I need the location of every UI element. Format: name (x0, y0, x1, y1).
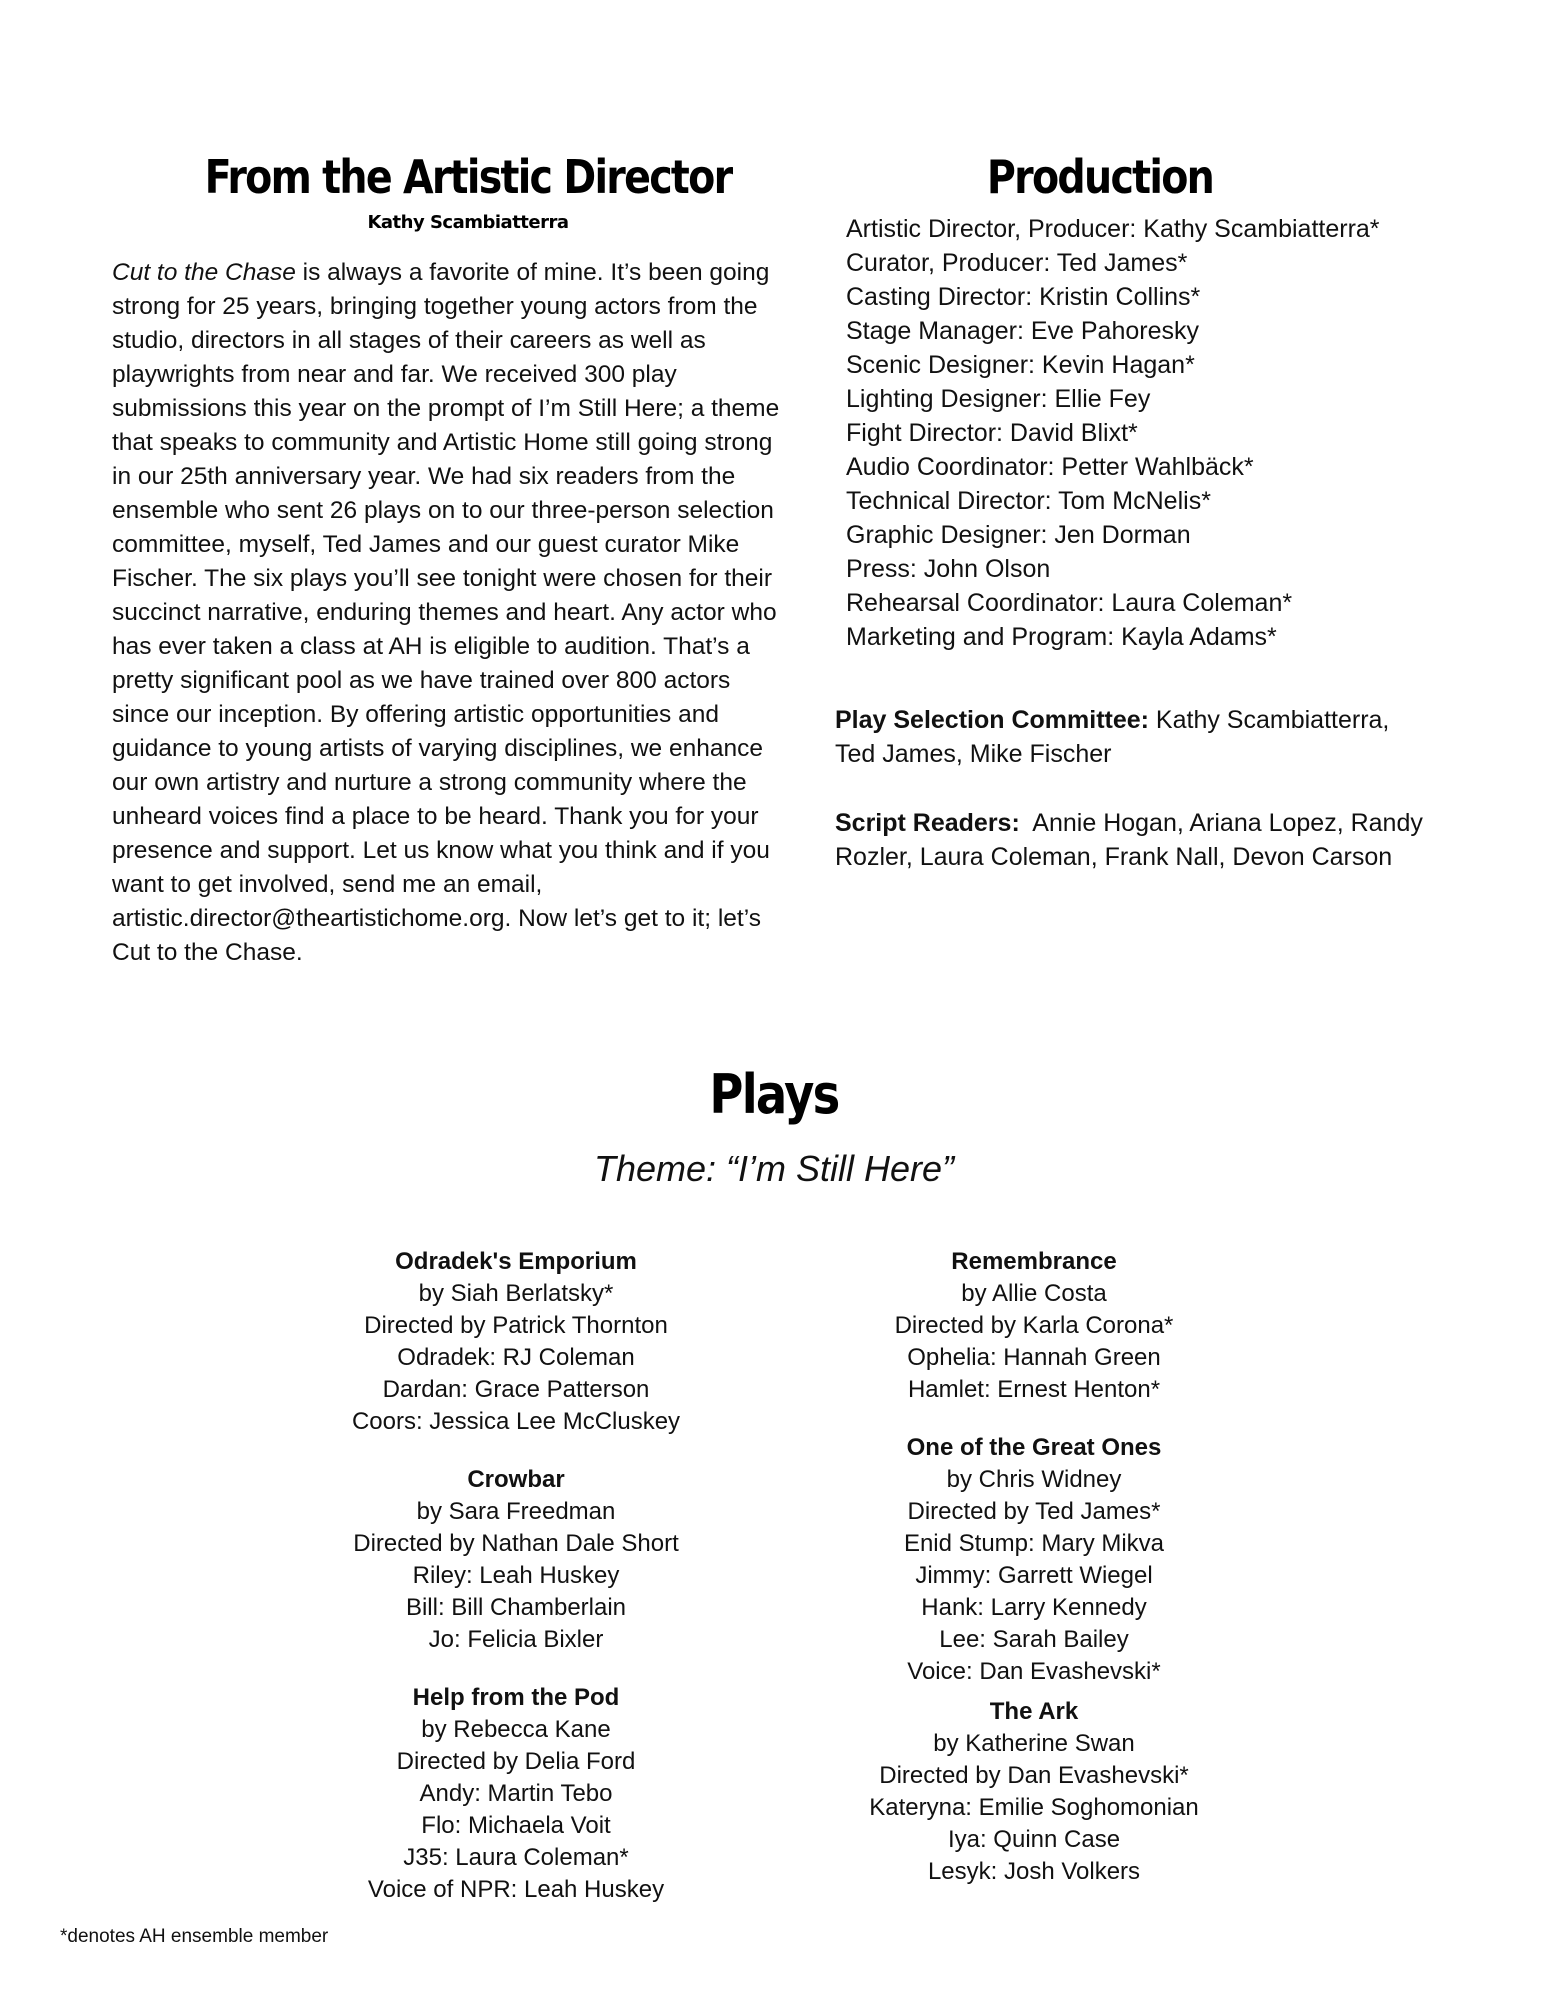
play-cast: Iya: Quinn Case (947, 1826, 1121, 1853)
script-readers (835, 806, 1435, 874)
play-cast: Jo: Felicia Bixler (428, 1626, 604, 1653)
play-cast: Voice of NPR: Leah Huskey (367, 1876, 665, 1903)
credit-item: Rehearsal Coordinator: Laura Coleman* (846, 589, 1293, 617)
play-cast: Odradek: RJ Coleman (397, 1344, 635, 1371)
play-cast: Jimmy: Garrett Wiegel (915, 1562, 1153, 1589)
play-title: The Ark (989, 1698, 1079, 1725)
committee-label: Play Selection Committee: (835, 706, 1149, 734)
play-one-of-the-great-ones (794, 1432, 1274, 1688)
play-cast: Kateryna: Emilie Soghomonian (869, 1794, 1199, 1821)
credit-item: Lighting Designer: Ellie Fey (846, 385, 1151, 413)
production-heading: Production (986, 150, 1214, 204)
director-heading: From the Artistic Director (204, 150, 732, 204)
play-cast: Coors: Jessica Lee McCluskey (351, 1408, 681, 1435)
play-author: by Siah Berlatsky* (418, 1280, 614, 1307)
play-author: by Katherine Swan (933, 1730, 1135, 1757)
credit-item: Press: John Olson (846, 555, 1051, 583)
play-cast: Andy: Martin Tebo (419, 1780, 613, 1807)
play-cast: Flo: Michaela Voit (421, 1812, 611, 1839)
play-cast: Hank: Larry Kennedy (921, 1594, 1147, 1621)
credit-item: Casting Director: Kristin Collins* (846, 283, 1201, 311)
play-director: Directed by Patrick Thornton (364, 1312, 668, 1339)
selection-committee (835, 703, 1435, 771)
plays-theme: Theme: “I’m Still Here” (593, 1148, 955, 1189)
play-author: by Sara Freedman (416, 1498, 616, 1525)
credit-item: Scenic Designer: Kevin Hagan* (846, 351, 1195, 379)
credit-item: Curator, Producer: Ted James* (846, 249, 1188, 277)
play-crowbar (276, 1464, 756, 1656)
readers-label: Script Readers: (835, 809, 1020, 837)
play-cast: Ophelia: Hannah Green (907, 1344, 1161, 1371)
play-cast: Dardan: Grace Patterson (382, 1376, 650, 1403)
play-cast: J35: Laura Coleman* (403, 1844, 629, 1871)
ensemble-footnote: *denotes AH ensemble member (60, 1926, 329, 1947)
play-title: Crowbar (467, 1466, 565, 1493)
credit-item: Fight Director: David Blixt* (846, 419, 1138, 447)
credit-item: Artistic Director, Producer: Kathy Scambiatterra* (846, 215, 1380, 243)
play-cast: Lee: Sarah Bailey (939, 1626, 1129, 1653)
play-director: Directed by Karla Corona* (894, 1312, 1174, 1339)
play-director: Directed by Ted James* (907, 1498, 1161, 1525)
play-director: Directed by Dan Evashevski* (879, 1762, 1189, 1789)
play-cast: Riley: Leah Huskey (412, 1562, 620, 1589)
play-author: by Chris Widney (946, 1466, 1122, 1493)
committee-names: Kathy Scambiatterra, Ted James, Mike Fischer (835, 706, 1390, 768)
play-title: Remembrance (951, 1248, 1117, 1275)
play-cast: Hamlet: Ernest Henton* (907, 1376, 1161, 1403)
credit-item: Graphic Designer: Jen Dorman (846, 521, 1191, 549)
play-cast: Bill: Bill Chamberlain (405, 1594, 627, 1621)
plays-right-column (794, 1246, 1274, 1888)
play-remembrance (794, 1246, 1274, 1406)
credit-item: Technical Director: Tom McNelis* (846, 487, 1211, 515)
director-letter (112, 256, 782, 970)
production-credits (846, 212, 1486, 654)
play-title: Odradek's Emporium (395, 1248, 637, 1275)
plays-heading: Plays (709, 1063, 839, 1126)
play-director: Directed by Nathan Dale Short (353, 1530, 679, 1557)
director-byline: Kathy Scambiatterra (367, 212, 569, 233)
play-cast: Enid Stump: Mary Mikva (903, 1530, 1165, 1557)
credit-item: Audio Coordinator: Petter Wahlbäck* (846, 453, 1254, 481)
play-author: by Rebecca Kane (421, 1716, 611, 1743)
play-help-from-the-pod (276, 1682, 756, 1906)
play-odradeks-emporium (276, 1246, 756, 1438)
credit-item: Marketing and Program: Kayla Adams* (846, 623, 1277, 651)
play-director: Directed by Delia Ford (396, 1748, 636, 1775)
credit-item: Stage Manager: Eve Pahoresky (846, 317, 1199, 345)
play-title: One of the Great Ones (906, 1434, 1162, 1461)
letter-italic-lead: Cut to the Chase (112, 259, 296, 286)
play-cast: Lesyk: Josh Volkers (927, 1858, 1141, 1885)
letter-body: is always a favorite of mine. It’s been going strong for 25 years, bringing together young actors from the studio, directors in all stages of their careers as well as playwrights from near and far. We received 300 play submissions this year on the prompt of I’m Still Here; a theme that speaks to community and Artistic Home still going strong in our 25th anniversary year. We had six readers from the ensemble who sent 26 plays on to our three-person selection committee, myself, Ted James and our guest curator Mike Fischer. The six plays you’ll see tonight were chosen for their succinct narrative, enduring themes and heart. Any actor who has ever taken a class at AH is eligible to audition. That’s a pretty significant pool as we have trained over 800 actors since our inception. By offering artistic opportunities and guidance to young artists of varying disciplines, we enhance our own artistry and nurture a strong community where the unheard voices find a place to be heard. Thank you for your presence and support. Let us know what you think and if you want to get involved, send me an email, artistic.director@theartistichome.org. Now let’s get to it; let’s Cut to the Chase. (112, 259, 780, 966)
readers-names: Annie Hogan, Ariana Lopez, Randy Rozler, Laura Coleman, Frank Nall, Devon Carson (835, 809, 1430, 871)
play-cast: Voice: Dan Evashevski* (907, 1658, 1161, 1685)
play-title: Help from the Pod (412, 1684, 620, 1711)
play-author: by Allie Costa (961, 1280, 1107, 1307)
play-the-ark (794, 1696, 1274, 1888)
plays-left-column (276, 1246, 756, 1906)
